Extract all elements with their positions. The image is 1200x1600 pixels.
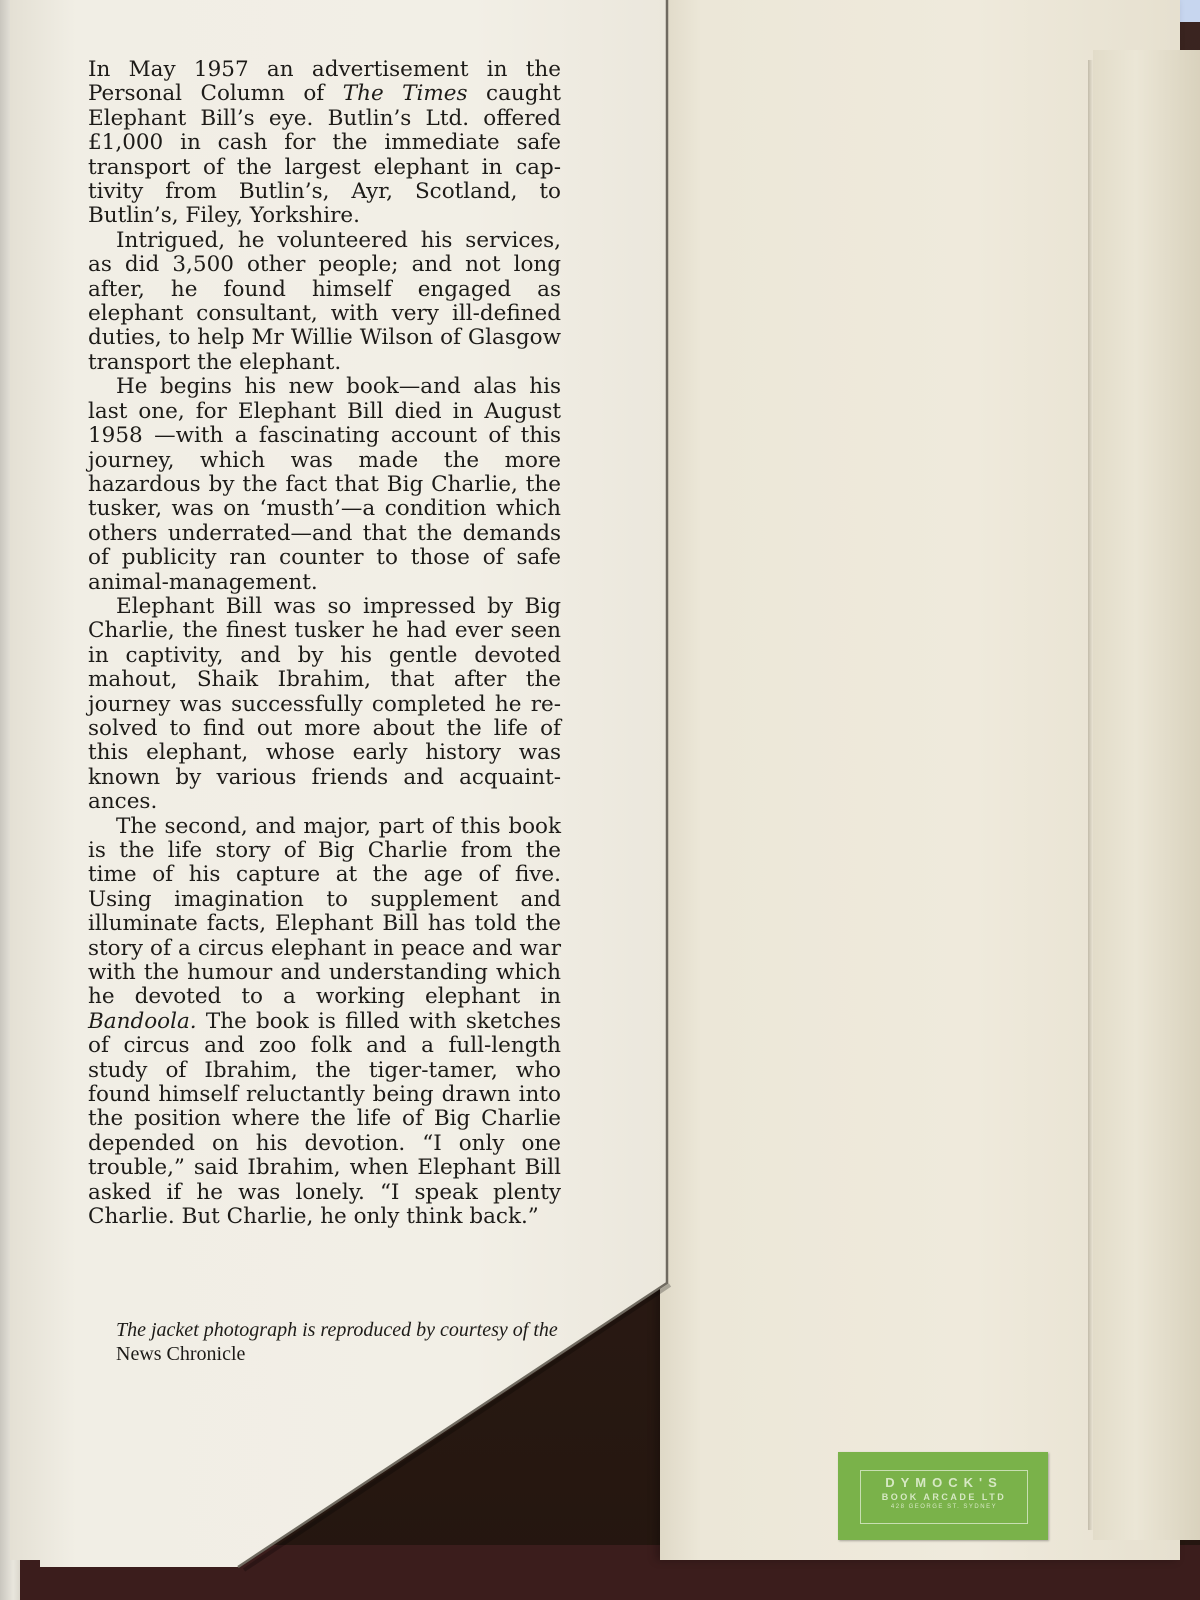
paragraph-text: caught Elephant Bill’s eye. Butlin’s Ltd. offered £1,000 in cash for the immediate safe transport of the largest elephant in captivity from Butlin’s, Ayr, Scotland, to Butlin’s, Filey, Yorkshire. [88,81,561,229]
blurb-paragraph [88,595,561,815]
credit-italic: The jacket photograph is reproduced by courtesy of the [116,1319,558,1341]
paragraph-text: Intrigued, he volunteered his services, as did 3,500 other people; and not long after, he found himself engaged as elephant consultant, with very ill-defined duties, to help Mr Willie Wilson of Glasgow transport the elephant. [88,227,561,375]
page-edge [1093,50,1200,1540]
blurb-paragraph [88,229,561,375]
credit-source: News Chronicle [116,1343,246,1365]
photo-credit [116,1318,576,1366]
sticker-address: 428 GEORGE ST. SYDNEY [890,1504,998,1510]
paragraph-text: Elephant Bill was so impressed by Big Charlie, the finest tusker he had ever seen in captivity, and by his gentle devoted mahout, Shaik Ibrahim, that after the journey was successfully completed he resolved to find out more about the life of this elephant, whose early history was known by various friends and acquaintances. [88,593,561,815]
book-title: Bandoola. [88,1008,197,1034]
sticker-subtitle: BOOK ARCADE LTD [881,1492,1007,1502]
paragraph-text: The book is filled with sketches of circus and zoo folk and a full-length study of Ibrahim, the tiger-tamer, who found himself reluctantly being drawn into the position where the life of Big Charlie depended on his devotion. “I only one trouble,” said Ibrahim, when Elephant Bill asked if he was lonely. “I speak plenty Charlie. But Charlie, he only think back.” [88,1008,561,1230]
bookseller-sticker [838,1452,1048,1540]
blurb-paragraph [88,58,561,229]
blurb-paragraph [88,375,561,595]
sticker-border [860,1470,1028,1524]
paragraph-text: He begins his new book—and alas his last one, for Elephant Bill died in August 1958 —with a fascinating account of this journey, which was made the more hazardous by the fact that Big Charlie, the tusker, was on ‘musth’—a condition which others underrated—and that the demands of publicity ran counter to those of safe animal-management. [88,374,561,595]
sticker-name: DYMOCK'S [885,1475,1003,1490]
paragraph-text: In May 1957 an advertisement in the Personal Column of [88,57,561,107]
flap-blurb [88,58,561,1230]
paragraph-text: The second, and major, part of this book is the life story of Big Charlie from the time of his capture at the age of five. Using imagination to supplement and illuminate facts, Elephant Bill has told the story of a circus elephant in peace and war with the humour and understanding which he devoted to a working elephant in [88,813,561,1010]
newspaper-title: The Times [342,81,468,107]
blurb-paragraph [88,815,561,1230]
